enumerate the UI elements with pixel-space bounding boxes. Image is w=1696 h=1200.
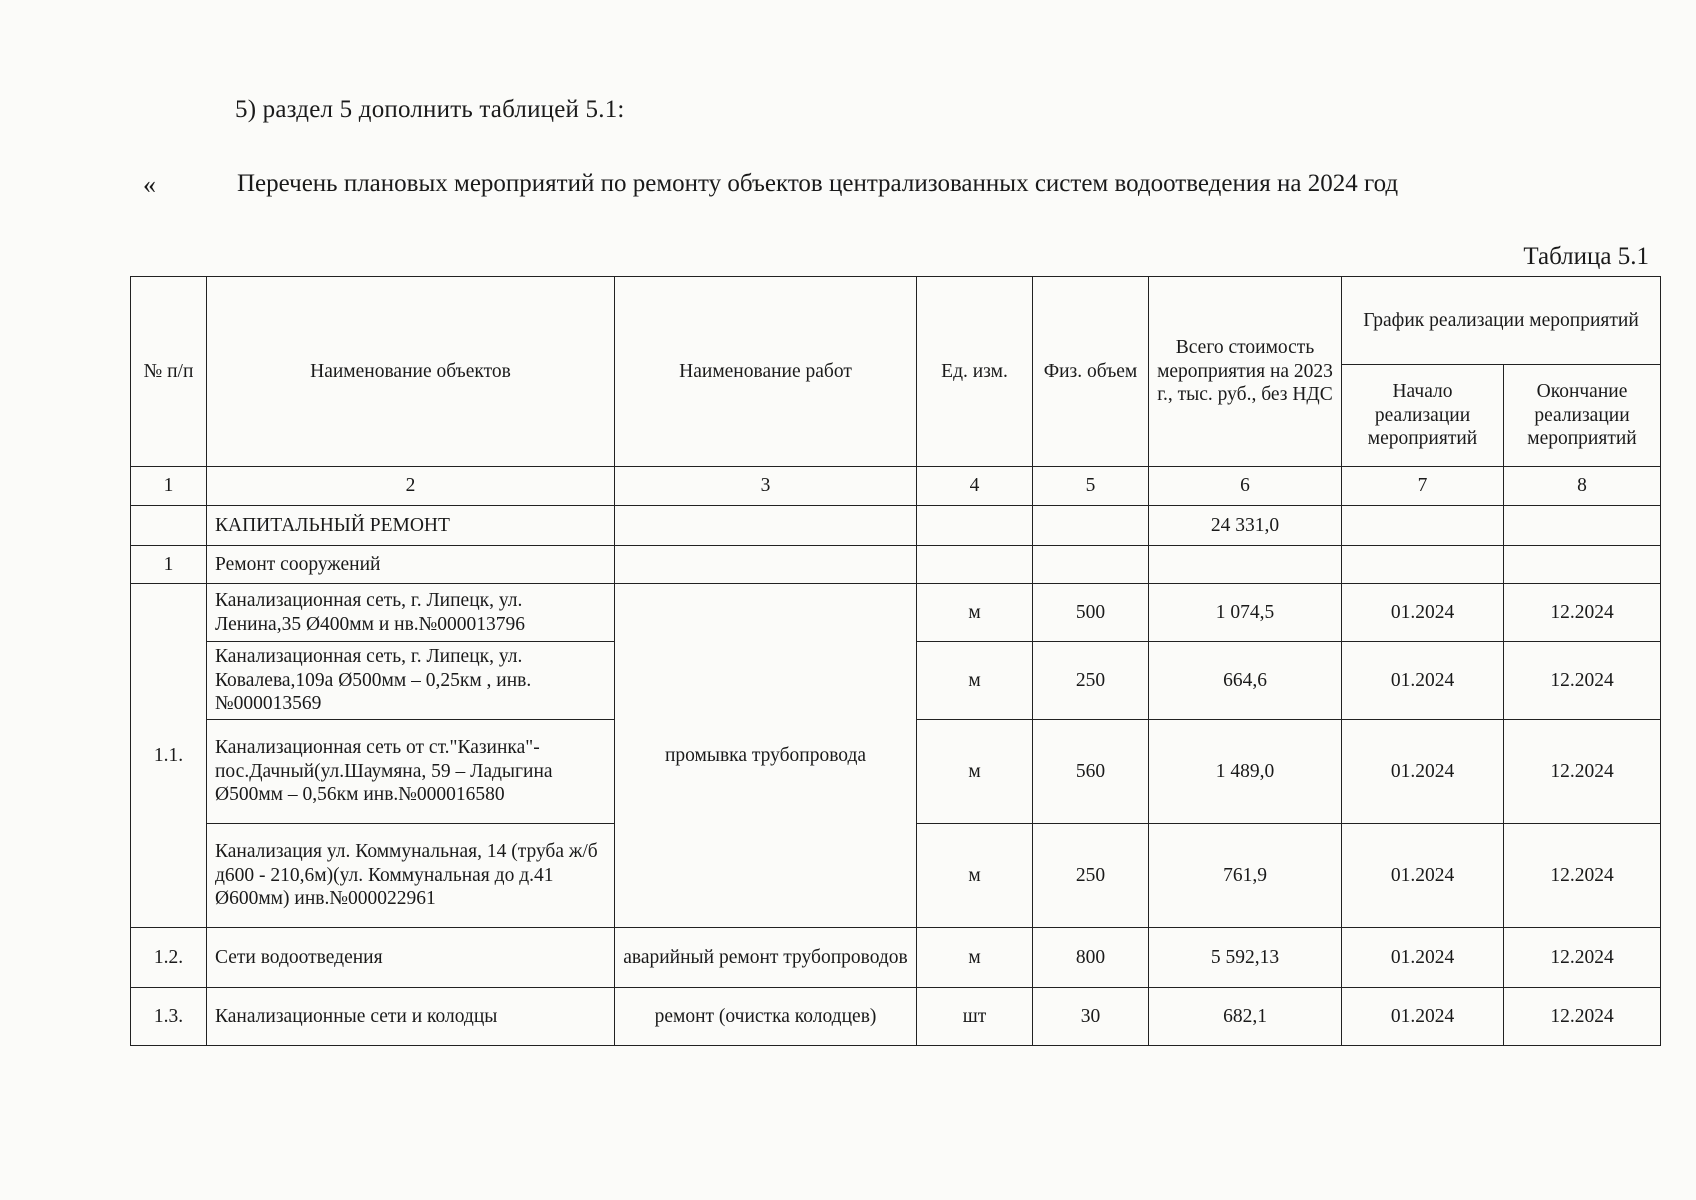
work-cell: аварийный ремонт трубопроводов bbox=[615, 928, 917, 988]
header-num: № п/п bbox=[131, 277, 207, 467]
header-start: Начало реализации мероприятий bbox=[1342, 365, 1504, 467]
cost-cell: 1 489,0 bbox=[1149, 720, 1342, 824]
header-row-top bbox=[131, 277, 1661, 365]
column-number: 2 bbox=[207, 467, 615, 506]
start-cell: 01.2024 bbox=[1342, 584, 1504, 642]
end-cell: 12.2024 bbox=[1504, 988, 1661, 1046]
cost-cell: 664,6 bbox=[1149, 642, 1342, 720]
start-cell: 01.2024 bbox=[1342, 988, 1504, 1046]
unit-cell: м bbox=[917, 720, 1033, 824]
end-cell: 12.2024 bbox=[1504, 720, 1661, 824]
column-number: 6 bbox=[1149, 467, 1342, 506]
object-name: Канализация ул. Коммунальная, 14 (труба ж/б д600 - 210,6м)(ул. Коммунальная до д.41 Ø600мм) инв.№000022961 bbox=[207, 824, 615, 928]
end-cell: 12.2024 bbox=[1504, 584, 1661, 642]
object-name: Сети водоотведения bbox=[207, 928, 615, 988]
section-num: 1 bbox=[131, 546, 207, 584]
cost-cell: 761,9 bbox=[1149, 824, 1342, 928]
column-number: 1 bbox=[131, 467, 207, 506]
capital-repair-total: 24 331,0 bbox=[1149, 506, 1342, 546]
start-cell: 01.2024 bbox=[1342, 720, 1504, 824]
object-name: Канализационная сеть от ст."Казинка"-пос.Дачный(ул.Шаумяна, 59 – Ладыгина Ø500мм – 0,56км инв.№000016580 bbox=[207, 720, 615, 824]
object-name: Канализационные сети и колодцы bbox=[207, 988, 615, 1046]
end-cell: 12.2024 bbox=[1504, 928, 1661, 988]
table-row bbox=[131, 988, 1661, 1046]
column-number: 4 bbox=[917, 467, 1033, 506]
document-heading: Перечень плановых мероприятий по ремонту объектов централизованных систем водоотведения на 2024 год bbox=[237, 170, 1399, 197]
column-number: 3 bbox=[615, 467, 917, 506]
group-num: 1.1. bbox=[131, 584, 207, 928]
opening-quote-mark: « bbox=[143, 170, 156, 199]
header-cost: Всего стоимость мероприятия на 2023 г., тыс. руб., без НДС bbox=[1149, 277, 1342, 467]
volume-cell: 250 bbox=[1033, 642, 1149, 720]
row-num: 1.3. bbox=[131, 988, 207, 1046]
section-label: Ремонт сооружений bbox=[207, 546, 615, 584]
end-cell: 12.2024 bbox=[1504, 824, 1661, 928]
row-num: 1.2. bbox=[131, 928, 207, 988]
end-cell: 12.2024 bbox=[1504, 642, 1661, 720]
cost-cell: 5 592,13 bbox=[1149, 928, 1342, 988]
column-number: 7 bbox=[1342, 467, 1504, 506]
cost-cell: 682,1 bbox=[1149, 988, 1342, 1046]
start-cell: 01.2024 bbox=[1342, 642, 1504, 720]
unit-cell: м bbox=[917, 584, 1033, 642]
start-cell: 01.2024 bbox=[1342, 824, 1504, 928]
object-name: Канализационная сеть, г. Липецк, ул. Ленина,35 Ø400мм и нв.№000013796 bbox=[207, 584, 615, 642]
volume-cell: 30 bbox=[1033, 988, 1149, 1046]
volume-cell: 250 bbox=[1033, 824, 1149, 928]
unit-cell: м bbox=[917, 642, 1033, 720]
unit-cell: м bbox=[917, 824, 1033, 928]
header-object: Наименование объектов bbox=[207, 277, 615, 467]
header-work: Наименование работ bbox=[615, 277, 917, 467]
column-number-row bbox=[131, 467, 1661, 506]
column-number: 5 bbox=[1033, 467, 1149, 506]
unit-cell: м bbox=[917, 928, 1033, 988]
table-row bbox=[131, 928, 1661, 988]
works-table bbox=[130, 276, 1661, 1046]
unit-cell: шт bbox=[917, 988, 1033, 1046]
work-cell: ремонт (очистка колодцев) bbox=[615, 988, 917, 1046]
header-end: Окончание реализации мероприятий bbox=[1504, 365, 1661, 467]
start-cell: 01.2024 bbox=[1342, 928, 1504, 988]
header-schedule: График реализации мероприятий bbox=[1342, 277, 1661, 365]
table-row bbox=[131, 584, 1661, 642]
header-volume: Физ. объем bbox=[1033, 277, 1149, 467]
capital-repair-label: КАПИТАЛЬНЫЙ РЕМОНТ bbox=[207, 506, 615, 546]
volume-cell: 800 bbox=[1033, 928, 1149, 988]
group-work: промывка трубопровода bbox=[615, 584, 917, 928]
object-name: Канализационная сеть, г. Липецк, ул. Ковалева,109а Ø500мм – 0,25км , инв.№000013569 bbox=[207, 642, 615, 720]
volume-cell: 500 bbox=[1033, 584, 1149, 642]
cost-cell: 1 074,5 bbox=[1149, 584, 1342, 642]
table-label: Таблица 5.1 bbox=[1523, 243, 1649, 270]
capital-repair-row bbox=[131, 506, 1661, 546]
volume-cell: 560 bbox=[1033, 720, 1149, 824]
section-row bbox=[131, 546, 1661, 584]
intro-text: 5) раздел 5 дополнить таблицей 5.1: bbox=[235, 96, 625, 123]
header-unit: Ед. изм. bbox=[917, 277, 1033, 467]
column-number: 8 bbox=[1504, 467, 1661, 506]
